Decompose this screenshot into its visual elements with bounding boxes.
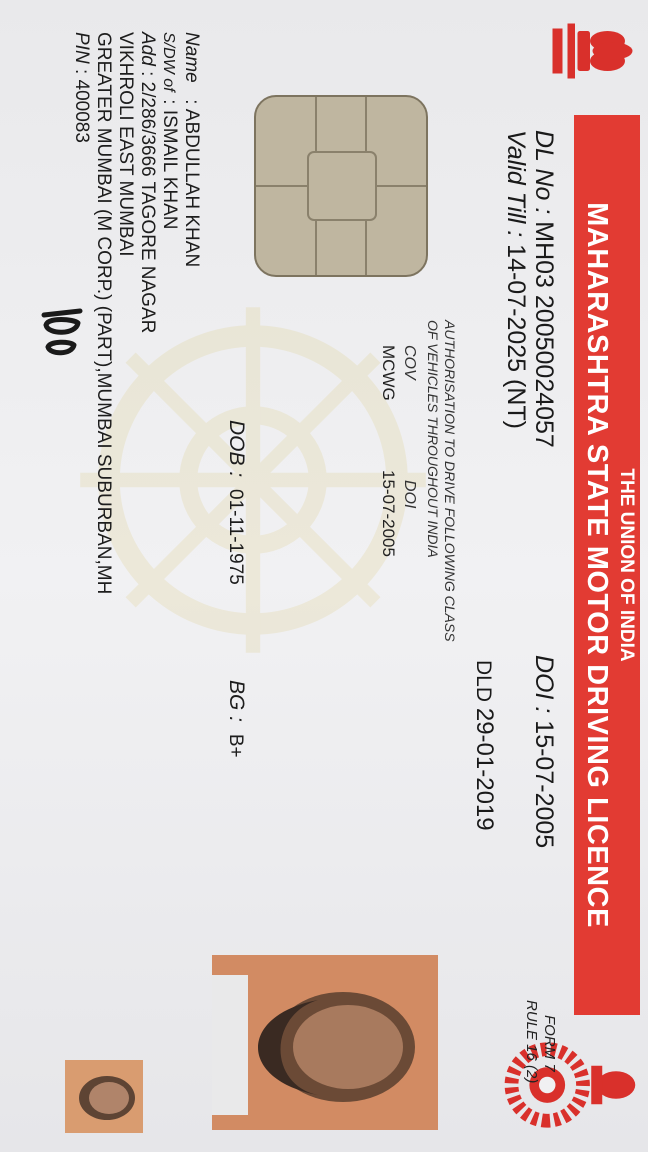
valid-label: Valid Till :: [502, 130, 530, 238]
valid-till-row: [501, 130, 530, 429]
authorisation-line-1: AUTHORISATION TO DRIVE FOLLOWING CLASS: [442, 320, 458, 642]
address-line-2: VIKHROLI EAST MUMBAI: [115, 32, 136, 257]
doi-row: [529, 655, 558, 848]
dob-value: 01-11-1975: [225, 489, 246, 585]
bg-label: BG :: [225, 680, 248, 723]
name-row: [180, 32, 202, 267]
dob-row: [224, 420, 248, 585]
dl-label: DL No :: [530, 130, 558, 215]
banner-line-2: MAHARASHTRA STATE MOTOR DRIVING LICENCE: [581, 202, 613, 928]
signature-mark: [38, 305, 88, 375]
address-row: [136, 32, 158, 333]
add-label: Add: [137, 32, 158, 66]
chip-contacts-icon: [256, 97, 426, 275]
smart-card-chip: [254, 95, 428, 277]
sdw-value: : ISMAIL KHAN: [159, 99, 180, 230]
pin-row: [70, 32, 92, 143]
dl-number-row: [529, 130, 558, 448]
cov-doi-value: 15-07-2005: [379, 470, 398, 557]
name-label: Name: [181, 32, 202, 83]
dl-value: MH03 20050024057: [530, 221, 558, 448]
holder-photo-thumbnail: [65, 1060, 143, 1133]
holder-photo: [212, 955, 438, 1130]
bg-value: B+: [225, 733, 246, 758]
add-value: : 2/286/3666 TAGORE NAGAR: [137, 71, 158, 334]
rule-number: RULE 16 (2): [523, 1000, 540, 1084]
blood-group-row: [224, 680, 248, 758]
sdw-row: [158, 32, 180, 230]
portrait-icon: [212, 955, 438, 1130]
national-emblem-icon: [540, 12, 640, 90]
doi-value: 15-07-2005: [530, 720, 558, 849]
pin-value: : 400083: [71, 68, 92, 143]
valid-value: 14-07-2025 (NT): [502, 244, 530, 429]
dob-label: DOB :: [225, 420, 248, 478]
dld-value: 29-01-2019: [471, 707, 498, 831]
address-line-3: GREATER MUMBAI (M CORP.) (PART),MUMBAI SUBURBAN,MH: [93, 32, 114, 595]
sdw-label: S/DW of: [160, 32, 177, 92]
dld-label: DLD: [472, 660, 495, 703]
doi-label: DOI :: [530, 655, 558, 714]
portrait-thumbnail-icon: [65, 1060, 143, 1133]
cov-value: MCWG: [379, 345, 398, 401]
banner-line-1: THE UNION OF INDIA: [616, 468, 637, 662]
doi-header: DOI: [401, 480, 418, 509]
dld-row: [470, 660, 498, 831]
pin-label: PIN: [71, 32, 92, 64]
title-banner: [574, 115, 640, 1015]
cov-header: COV: [401, 345, 418, 380]
form-number: FORM 7: [541, 1015, 558, 1072]
name-value: : ABDULLAH KHAN: [181, 99, 202, 268]
authorisation-line-2: OF VEHICLES THROUGHOUT INDIA: [425, 320, 441, 558]
